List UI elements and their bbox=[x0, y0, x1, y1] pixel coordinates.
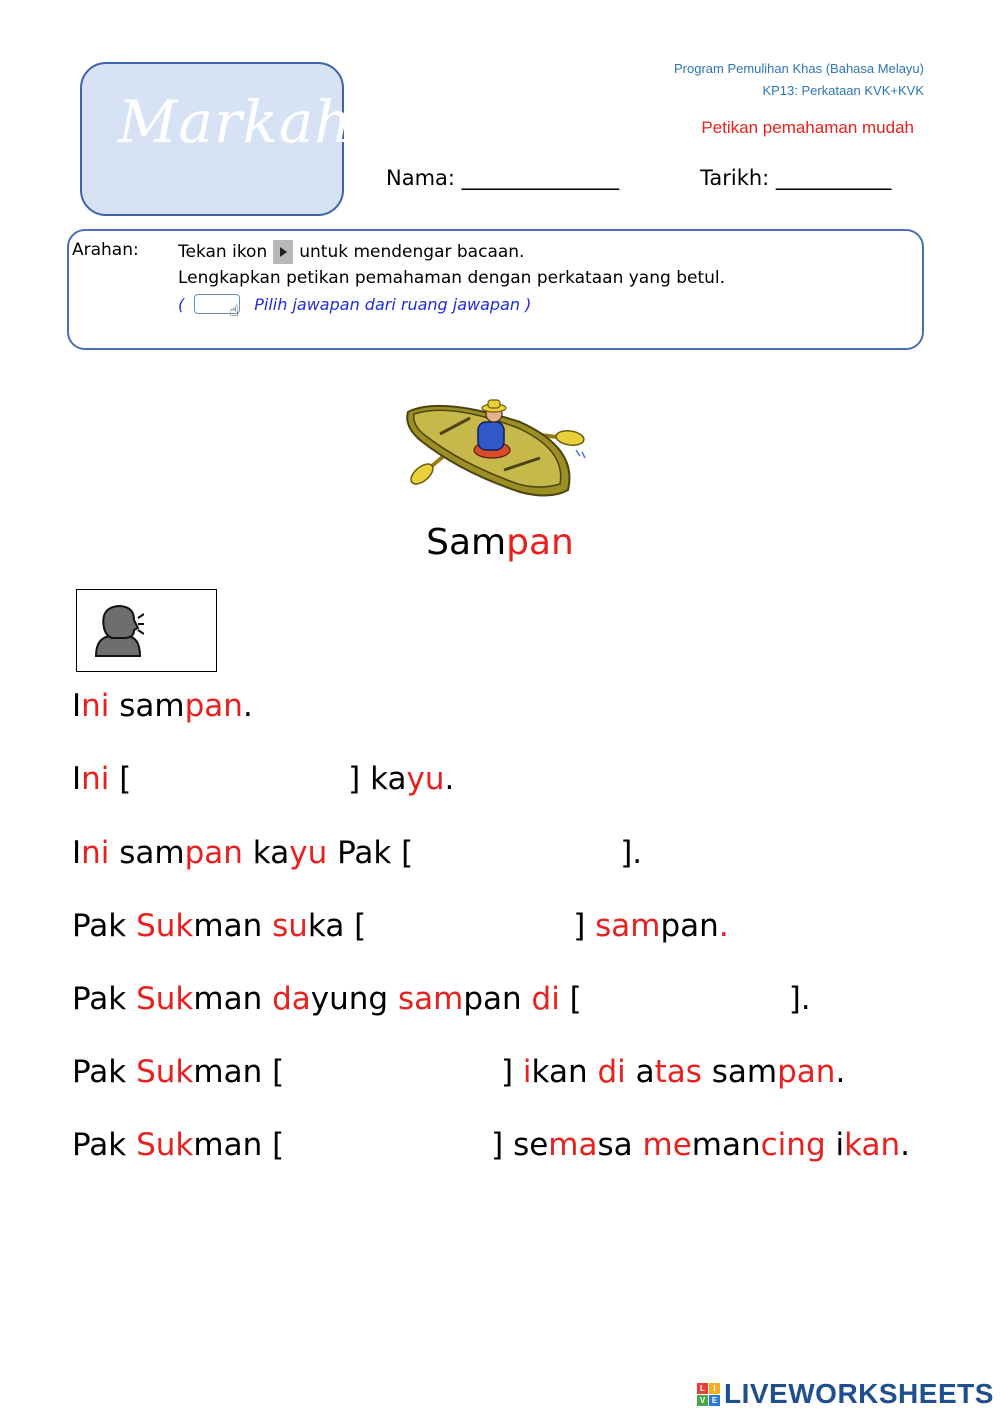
sentence-3-segment: I bbox=[72, 835, 82, 871]
sentence-6-segment: kan bbox=[531, 1054, 598, 1090]
sentence-1-segment: sam bbox=[109, 688, 185, 724]
sentence-6 bbox=[72, 1054, 845, 1090]
sentence-1-segment: . bbox=[242, 688, 253, 724]
sentence-3-segment: yu bbox=[289, 835, 328, 871]
boat-rower-icon bbox=[400, 392, 590, 504]
instruction-line-2: Lengkapkan petikan pemahaman dengan perkataan yang betul. bbox=[178, 268, 726, 288]
sentence-6-segment: tas bbox=[654, 1054, 702, 1090]
sentence-1 bbox=[72, 688, 253, 724]
sentence-4-segment: man bbox=[193, 908, 273, 944]
markah-label: Markah bbox=[118, 88, 353, 156]
sentence-6-segment: a bbox=[625, 1054, 655, 1090]
sentence-4-segment: sam bbox=[595, 908, 661, 944]
program-title: Program Pemulihan Khas (Bahasa Melayu) bbox=[673, 61, 924, 76]
instruction-3-text: Pilih jawapan dari ruang jawapan ) bbox=[254, 294, 532, 314]
play-icon bbox=[273, 240, 293, 264]
sentence-6-segment: Suk bbox=[136, 1054, 194, 1090]
sentence-3-segment: sam bbox=[109, 835, 185, 871]
sentence-5-segment: Pak bbox=[72, 981, 137, 1017]
sentence-3-segment: ni bbox=[81, 835, 110, 871]
sentence-6-segment: man [ ] bbox=[193, 1054, 523, 1090]
sentence-7-segment: Pak bbox=[72, 1127, 137, 1163]
logo-letter: L bbox=[697, 1383, 708, 1394]
logo-text: LIVEWORKSHEETS bbox=[724, 1378, 994, 1409]
worksheet-type: Petikan pemahaman mudah bbox=[701, 118, 914, 137]
answer-box-sample bbox=[194, 294, 240, 320]
sentence-4-segment: pan bbox=[660, 908, 719, 944]
sentence-7-segment: man [ ] se bbox=[193, 1127, 549, 1163]
sentence-5-segment: di bbox=[531, 981, 560, 1017]
sentence-1-segment: ni bbox=[81, 688, 110, 724]
logo-mark bbox=[697, 1383, 720, 1406]
speaking-head-icon[interactable] bbox=[92, 602, 144, 658]
sentence-6-segment: di bbox=[597, 1054, 626, 1090]
sentence-5-segment: pan bbox=[463, 981, 532, 1017]
sentence-3 bbox=[72, 835, 642, 871]
sentence-1-segment: pan bbox=[184, 688, 243, 724]
sentence-7-segment: . bbox=[900, 1127, 911, 1163]
sentence-4-segment: Suk bbox=[136, 908, 194, 944]
sentence-2-segment: yu bbox=[406, 761, 445, 797]
sentence-4-segment: Pak bbox=[72, 908, 137, 944]
instruction-1-after: untuk mendengar bacaan. bbox=[299, 242, 525, 262]
sentence-7-segment: man bbox=[691, 1127, 761, 1163]
sentence-2-segment: I bbox=[72, 761, 82, 797]
sentence-4 bbox=[72, 908, 729, 944]
sentence-4-segment: . bbox=[718, 908, 729, 944]
sentence-7-segment: cing bbox=[760, 1127, 826, 1163]
instruction-3-open-paren: ( bbox=[178, 294, 185, 314]
title-part-black: Sam bbox=[426, 522, 507, 563]
sentence-2-segment: [ ] ka bbox=[109, 761, 407, 797]
liveworksheets-logo bbox=[697, 1378, 994, 1410]
sentence-3-segment: ka bbox=[242, 835, 290, 871]
sentence-7-segment: Suk bbox=[136, 1127, 194, 1163]
sentence-5-segment: yung bbox=[310, 981, 398, 1017]
sentence-5-segment: da bbox=[272, 981, 311, 1017]
sentence-5-segment: man bbox=[193, 981, 273, 1017]
instruction-line-3 bbox=[178, 294, 532, 320]
sentence-5-segment: Suk bbox=[136, 981, 194, 1017]
logo-letter: V bbox=[697, 1395, 708, 1406]
sentence-6-segment: sam bbox=[701, 1054, 778, 1090]
sentence-7-segment: me bbox=[642, 1127, 692, 1163]
nama-field: Nama: _______________ bbox=[386, 166, 620, 190]
sentence-7-segment: sa bbox=[597, 1127, 643, 1163]
sentence-5 bbox=[72, 981, 811, 1017]
sentence-3-segment: pan bbox=[184, 835, 243, 871]
sentence-2-segment: . bbox=[444, 761, 455, 797]
sentence-2 bbox=[72, 761, 454, 797]
sentence-7-segment: i bbox=[825, 1127, 845, 1163]
title-part-red: pan bbox=[506, 522, 574, 563]
sentence-7-segment: ma bbox=[548, 1127, 598, 1163]
sentence-6-segment: i bbox=[522, 1054, 532, 1090]
sentence-6-segment: pan bbox=[777, 1054, 836, 1090]
instruction-line-1 bbox=[178, 240, 524, 264]
sentence-7 bbox=[72, 1127, 910, 1163]
tarikh-field: Tarikh: ___________ bbox=[700, 166, 892, 190]
sentence-6-segment: Pak bbox=[72, 1054, 137, 1090]
arahan-label: Arahan: bbox=[72, 240, 139, 260]
sentence-7-segment: kan bbox=[844, 1127, 901, 1163]
passage-title bbox=[0, 522, 1000, 563]
logo-letter: I bbox=[709, 1383, 720, 1394]
sentence-5-segment: sam bbox=[397, 981, 464, 1017]
sentence-5-segment: [ ]. bbox=[559, 981, 811, 1017]
kp-subtitle: KP13: Perkataan KVK+KVK bbox=[762, 83, 924, 98]
sentence-4-segment: su bbox=[272, 908, 308, 944]
instruction-1-before: Tekan ikon bbox=[178, 242, 268, 262]
hand-pointer-icon: ☝ bbox=[229, 301, 239, 320]
sentence-6-segment: . bbox=[835, 1054, 846, 1090]
logo-letter: E bbox=[709, 1395, 720, 1406]
sentence-1-segment: I bbox=[72, 688, 82, 724]
sentence-4-segment: ka [ ] bbox=[307, 908, 596, 944]
sentence-2-segment: ni bbox=[81, 761, 110, 797]
sentence-3-segment: Pak [ ]. bbox=[327, 835, 643, 871]
